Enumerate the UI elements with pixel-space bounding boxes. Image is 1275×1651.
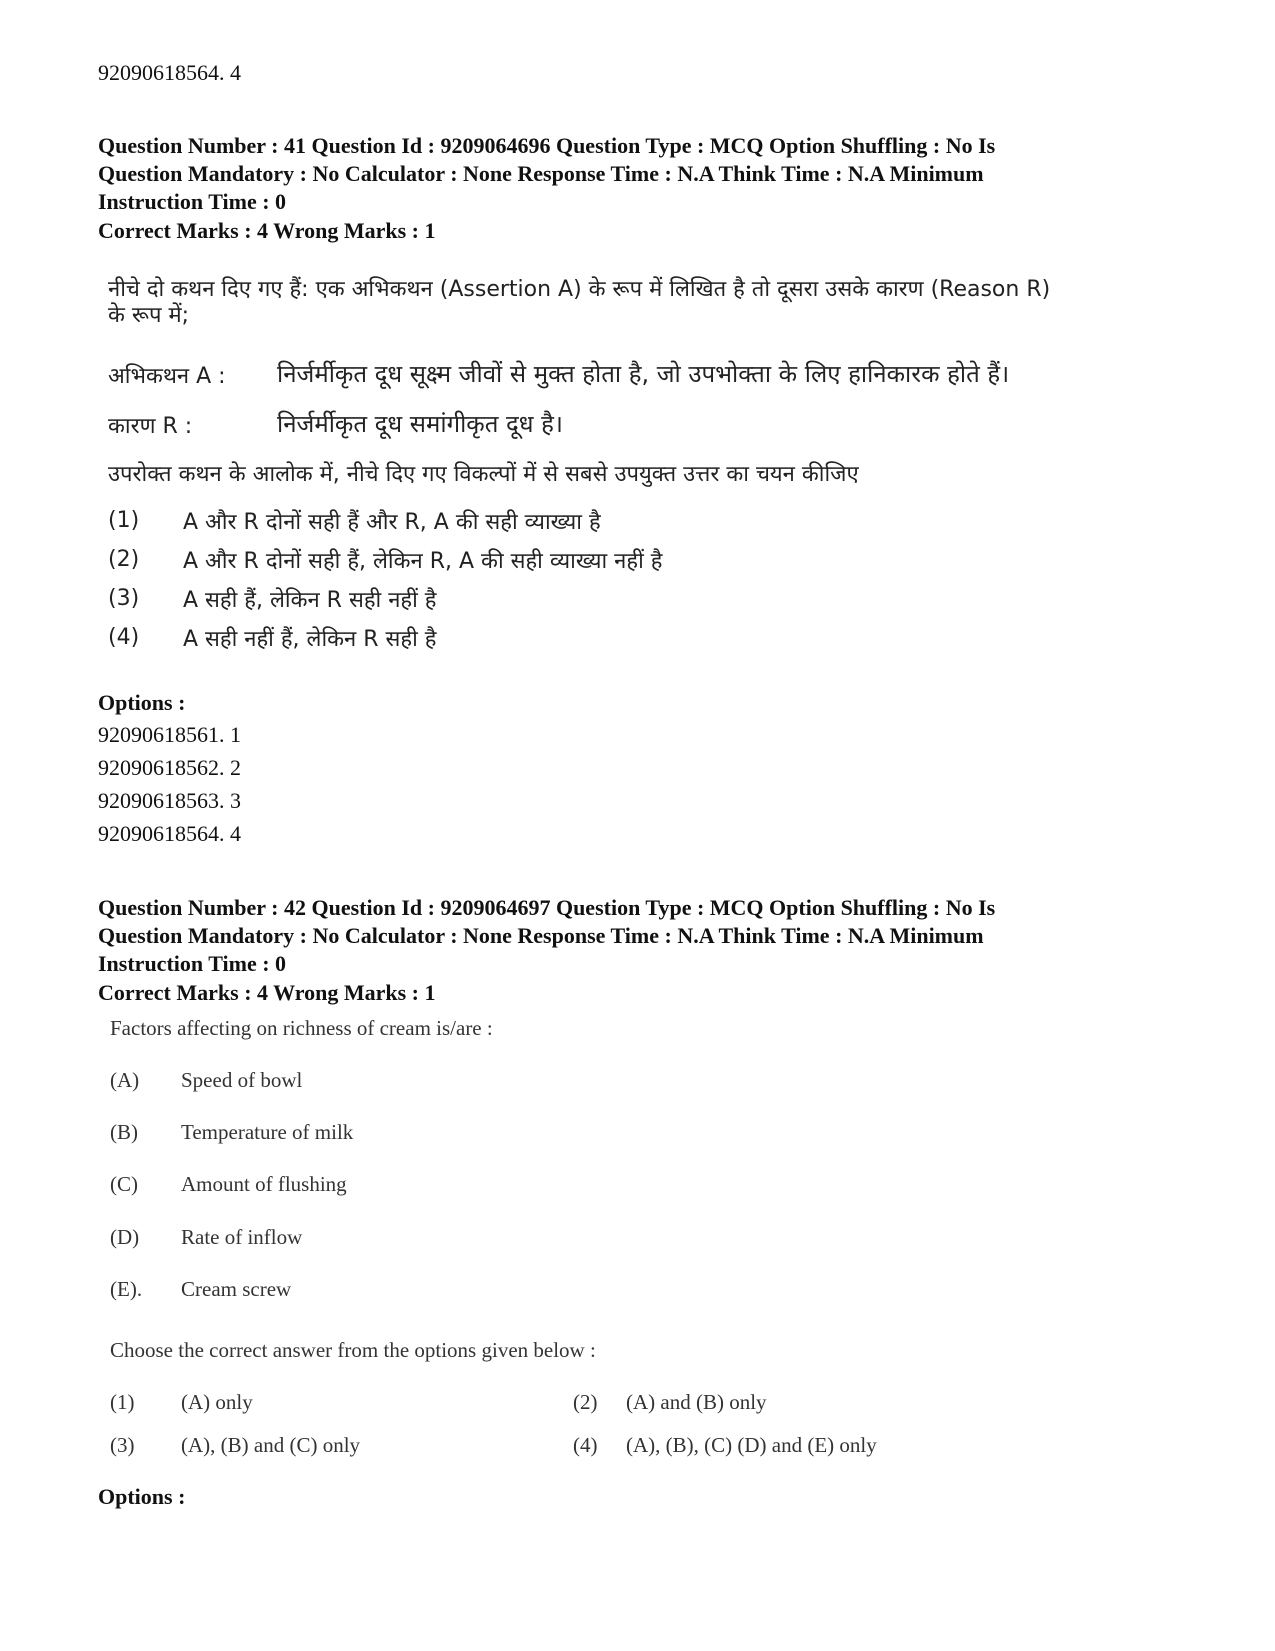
q42-choice-1-num: (1) (110, 1390, 135, 1414)
q42-marks: Correct Marks : 4 Wrong Marks : 1 (98, 980, 436, 1005)
q42-item-a-text: Speed of bowl (181, 1068, 303, 1092)
q41-assertion-label: अभिकथन A : (108, 364, 226, 389)
q42-item-a-label: (A) (110, 1068, 140, 1092)
q41-choice-3-text: A सही हैं, लेकिन R सही नहीं है (183, 588, 437, 613)
q41-choice-2-num: (2) (108, 547, 140, 572)
q42-choice-4-num: (4) (573, 1433, 598, 1457)
q41-option-2: 92090618562. 2 (98, 755, 241, 780)
q41-choice-3-num: (3) (108, 586, 140, 611)
q42-item-d-text: Rate of inflow (181, 1225, 303, 1249)
q42-item-e-label: (E). (110, 1277, 143, 1301)
q41-choice-1-text: A और R दोनों सही हैं और R, A की सही व्याख्या है (183, 510, 601, 535)
q42-choice-4-text: (A), (B), (C) (D) and (E) only (626, 1433, 877, 1457)
q42-stem: Factors affecting on richness of cream is/are : (110, 1016, 493, 1040)
q41-option-4: 92090618564. 4 (98, 821, 241, 846)
q42-choice-1-text: (A) only (181, 1390, 253, 1414)
q41-intro (108, 277, 1168, 329)
q42-meta-line2: Question Mandatory : No Calculator : None Response Time : N.A Think Time : N.A Minimum (98, 923, 984, 948)
q41-option-3: 92090618563. 3 (98, 788, 241, 813)
q42-instruction: Choose the correct answer from the options given below : (110, 1338, 596, 1362)
q41-choice-2-text: A और R दोनों सही हैं, लेकिन R, A की सही व्याख्या नहीं है (183, 549, 663, 574)
q41-meta-line1: Question Number : 41 Question Id : 9209064696 Question Type : MCQ Option Shuffling : No Is (98, 133, 996, 158)
q42-item-c-label: (C) (110, 1172, 138, 1196)
q41-marks: Correct Marks : 4 Wrong Marks : 1 (98, 218, 436, 243)
q41-reason-text: निर्जर्मीकृत दूध समांगीकृत दूध है। (277, 410, 564, 438)
q42-options-heading: Options : (98, 1484, 186, 1509)
q41-meta (98, 132, 1188, 216)
q42-choice-2-num: (2) (573, 1390, 598, 1414)
q41-reason-label: कारण R : (108, 414, 193, 439)
q42-choice-3-text: (A), (B) and (C) only (181, 1433, 361, 1457)
q42-item-c-text: Amount of flushing (181, 1172, 347, 1196)
q42-meta-line1: Question Number : 42 Question Id : 9209064697 Question Type : MCQ Option Shuffling : No Is (98, 895, 996, 920)
q42-item-b-text: Temperature of milk (181, 1120, 354, 1144)
q42-choice-2-text: (A) and (B) only (626, 1390, 767, 1414)
q42-item-b-label: (B) (110, 1120, 138, 1144)
q42-item-d-label: (D) (110, 1225, 140, 1249)
q41-meta-line2: Question Mandatory : No Calculator : None Response Time : N.A Think Time : N.A Minimum (98, 161, 984, 186)
q41-options-heading: Options : (98, 690, 186, 715)
q41-assertion-text: निर्जर्मीकृत दूध सूक्ष्म जीवों से मुक्त होता है, जो उपभोक्ता के लिए हानिकारक होते हैं। (277, 360, 1010, 388)
q42-choice-3-num: (3) (110, 1433, 135, 1457)
q42-meta-line3: Instruction Time : 0 (98, 951, 287, 976)
q41-choice-4-num: (4) (108, 625, 140, 650)
q41-choice-1-num: (1) (108, 508, 140, 533)
q42-item-e-text: Cream screw (181, 1277, 292, 1301)
q41-intro-line1: नीचे दो कथन दिए गए हैं: एक अभिकथन (Assertion A) के रूप में लिखित है तो दूसरा उसके कारण (Reason R) (108, 277, 1051, 302)
q41-option-1: 92090618561. 1 (98, 722, 241, 747)
q41-choice-4-text: A सही नहीं हैं, लेकिन R सही है (183, 627, 437, 652)
q42-meta (98, 894, 1188, 978)
q41-meta-line3: Instruction Time : 0 (98, 189, 287, 214)
q41-instruction: उपरोक्त कथन के आलोक में, नीचे दिए गए विकल्पों में से सबसे उपयुक्त उत्तर का चयन कीजिए (108, 462, 859, 487)
q41-intro-line2: के रूप में; (108, 303, 190, 328)
carryover-option: 92090618564. 4 (98, 60, 241, 85)
